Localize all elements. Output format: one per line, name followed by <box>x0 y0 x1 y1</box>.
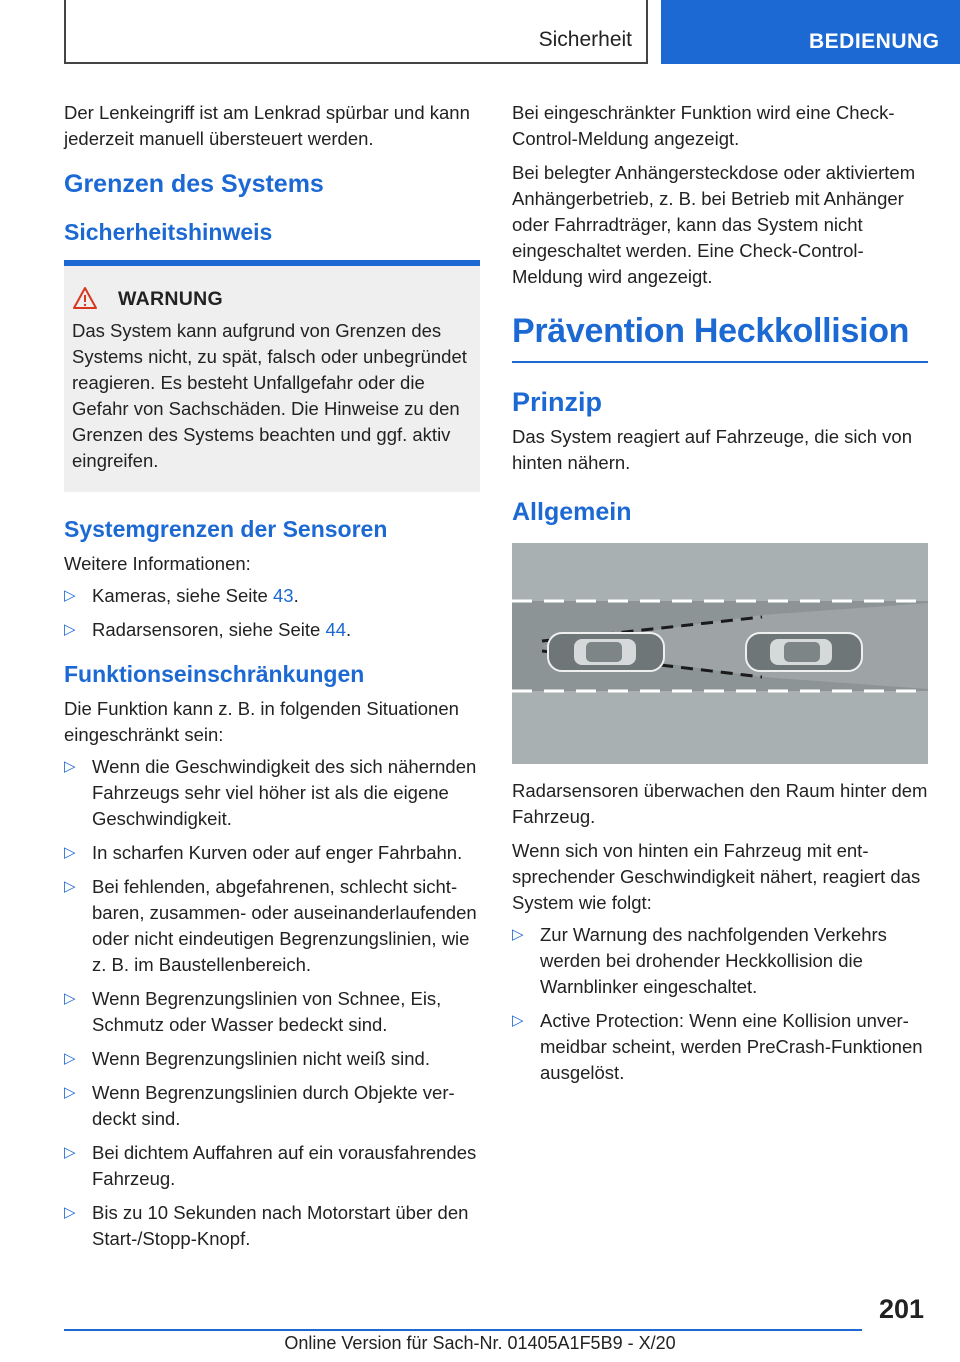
bullet-triangle-icon: ▷ <box>64 587 76 604</box>
check-control-paragraph: Bei eingeschränkter Funktion wird eine Check-Control-Meldung angezeigt. <box>512 102 895 149</box>
list-item: ▷ Kameras, siehe Seite 43. <box>64 583 480 609</box>
rear-collision-illustration <box>512 543 928 764</box>
bullet-triangle-icon: ▷ <box>64 1050 76 1067</box>
list-item: ▷ Bei dichtem Auffahren auf ein vorausfahrendes Fahrzeug. <box>64 1142 477 1189</box>
trailer-paragraph: Bei belegter Anhängersteckdose oder aktiviertem Anhängerbetrieb, z. B. bei Betrieb mit Anhänger oder Fahrradträger, kann das System nicht eingeschaltet werden. Eine Check-Control-Meldung wird angezeigt. <box>512 162 916 287</box>
list-item: ▷ Radarsensoren, siehe Seite 44. <box>64 617 480 643</box>
heading-sensor-limits: Systemgrenzen der Sensoren <box>64 516 388 542</box>
principle-text: Das System reagiert auf Fahrzeuge, die sich von hinten nähern. <box>512 426 912 473</box>
bullet-triangle-icon: ▷ <box>512 926 524 943</box>
heading-function-restrictions: Funktionseinschränkungen <box>64 661 365 687</box>
bullet-triangle-icon: ▷ <box>64 1204 76 1221</box>
header-section-title: Sicherheit <box>538 28 632 51</box>
list-item: ▷ Bis zu 10 Sekunden nach Motorstart über den Start-/Stopp-Knopf. <box>64 1202 469 1249</box>
warning-title: WARNUNG <box>118 287 224 310</box>
warning-text: Das System kann aufgrund von Grenzen des Systems nicht, zu spät, falsch oder unbegründet reagieren. Es besteht Unfallgefahr oder die Gefahr von Sachschäden. Die Hinweise zu den Grenzen des Systems beachten und ggf. aktiv eingreifen. <box>72 320 467 471</box>
heading-general: Allgemein <box>512 498 632 526</box>
list-item: ▷ Wenn die Geschwindigkeit des sich nähernden Fahrzeugs sehr viel höher ist als die eigene Geschwindigkeit. <box>64 756 477 829</box>
restriction-list <box>64 754 480 1252</box>
radar-paragraph: Radarsensoren überwachen den Raum hinter dem Fahrzeug. <box>512 780 928 827</box>
page-link-cameras[interactable]: 43 <box>272 585 294 606</box>
left-column <box>64 100 480 1260</box>
footer-divider <box>64 1329 862 1331</box>
bullet-triangle-icon: ▷ <box>64 1084 76 1101</box>
intro-paragraph: Der Lenkeingriff ist am Lenkrad spürbar und kann jederzeit manuell übersteuert werden. <box>64 102 470 149</box>
page-number: 201 <box>878 1294 924 1324</box>
list-item: ▷ Wenn Begrenzungslinien durch Objekte verdeckt sind. <box>64 1082 455 1129</box>
list-item: ▷ Bei fehlenden, abgefahrenen, schlecht sichtbaren, zusammen- oder auseinanderlaufenden oder nicht eindeutigen Begrenzungslinien, wie z. B. im Baustellenbereich. <box>64 876 477 975</box>
list-item: ▷ Wenn Begrenzungslinien von Schnee, Eis, Schmutz oder Wasser bedeckt sind. <box>64 988 442 1035</box>
heading-rear-collision-prevention: Prävention Heckkollision <box>512 312 928 363</box>
header-section-box <box>64 0 648 64</box>
bullet-triangle-icon: ▷ <box>64 878 76 895</box>
bullet-triangle-icon: ▷ <box>512 1012 524 1029</box>
heading-safety-note: Sicherheitshinweis <box>64 219 273 245</box>
car-behind-icon <box>548 633 664 671</box>
page-link-radar[interactable]: 44 <box>325 619 347 640</box>
header-chapter-box <box>661 0 960 64</box>
bullet-triangle-icon: ▷ <box>64 844 76 861</box>
list-item: ▷ Zur Warnung des nachfolgenden Verkehrs werden bei drohender Heckkollision die Warnblinker eingeschaltet. <box>512 924 887 997</box>
more-info-text: Weitere Informationen: <box>64 553 251 574</box>
sensor-list <box>64 583 480 643</box>
approach-paragraph: Wenn sich von hinten ein Fahrzeug mit entsprechender Geschwindigkeit nähert, reagiert das System wie folgt: <box>512 840 921 913</box>
bullet-triangle-icon: ▷ <box>64 758 76 775</box>
reaction-list <box>512 922 928 1086</box>
heading-system-limits: Grenzen des Systems <box>64 170 324 198</box>
car-ahead-icon <box>746 633 862 671</box>
list-item: ▷ In scharfen Kurven oder auf enger Fahrbahn. <box>64 840 480 866</box>
restrictions-intro: Die Funktion kann z. B. in folgenden Situationen eingeschränkt sein: <box>64 698 459 745</box>
bullet-triangle-icon: ▷ <box>64 621 76 638</box>
heading-principle: Prinzip <box>512 387 603 417</box>
right-column <box>512 100 928 1094</box>
bullet-triangle-icon: ▷ <box>64 1144 76 1161</box>
bullet-triangle-icon: ▷ <box>64 990 76 1007</box>
list-item: ▷ Wenn Begrenzungslinien nicht weiß sind. <box>64 1046 480 1072</box>
header-chapter-title: BEDIENUNG <box>809 30 940 53</box>
footer-online-version: Online Version für Sach-Nr. 01405A1F5B9 - X/20 <box>284 1333 676 1353</box>
warning-triangle-icon <box>72 286 118 312</box>
warning-box <box>64 260 480 492</box>
list-item: ▷ Active Protection: Wenn eine Kollision unvermeidbar scheint, werden PreCrash-Funktionen ausgelöst. <box>512 1010 923 1083</box>
